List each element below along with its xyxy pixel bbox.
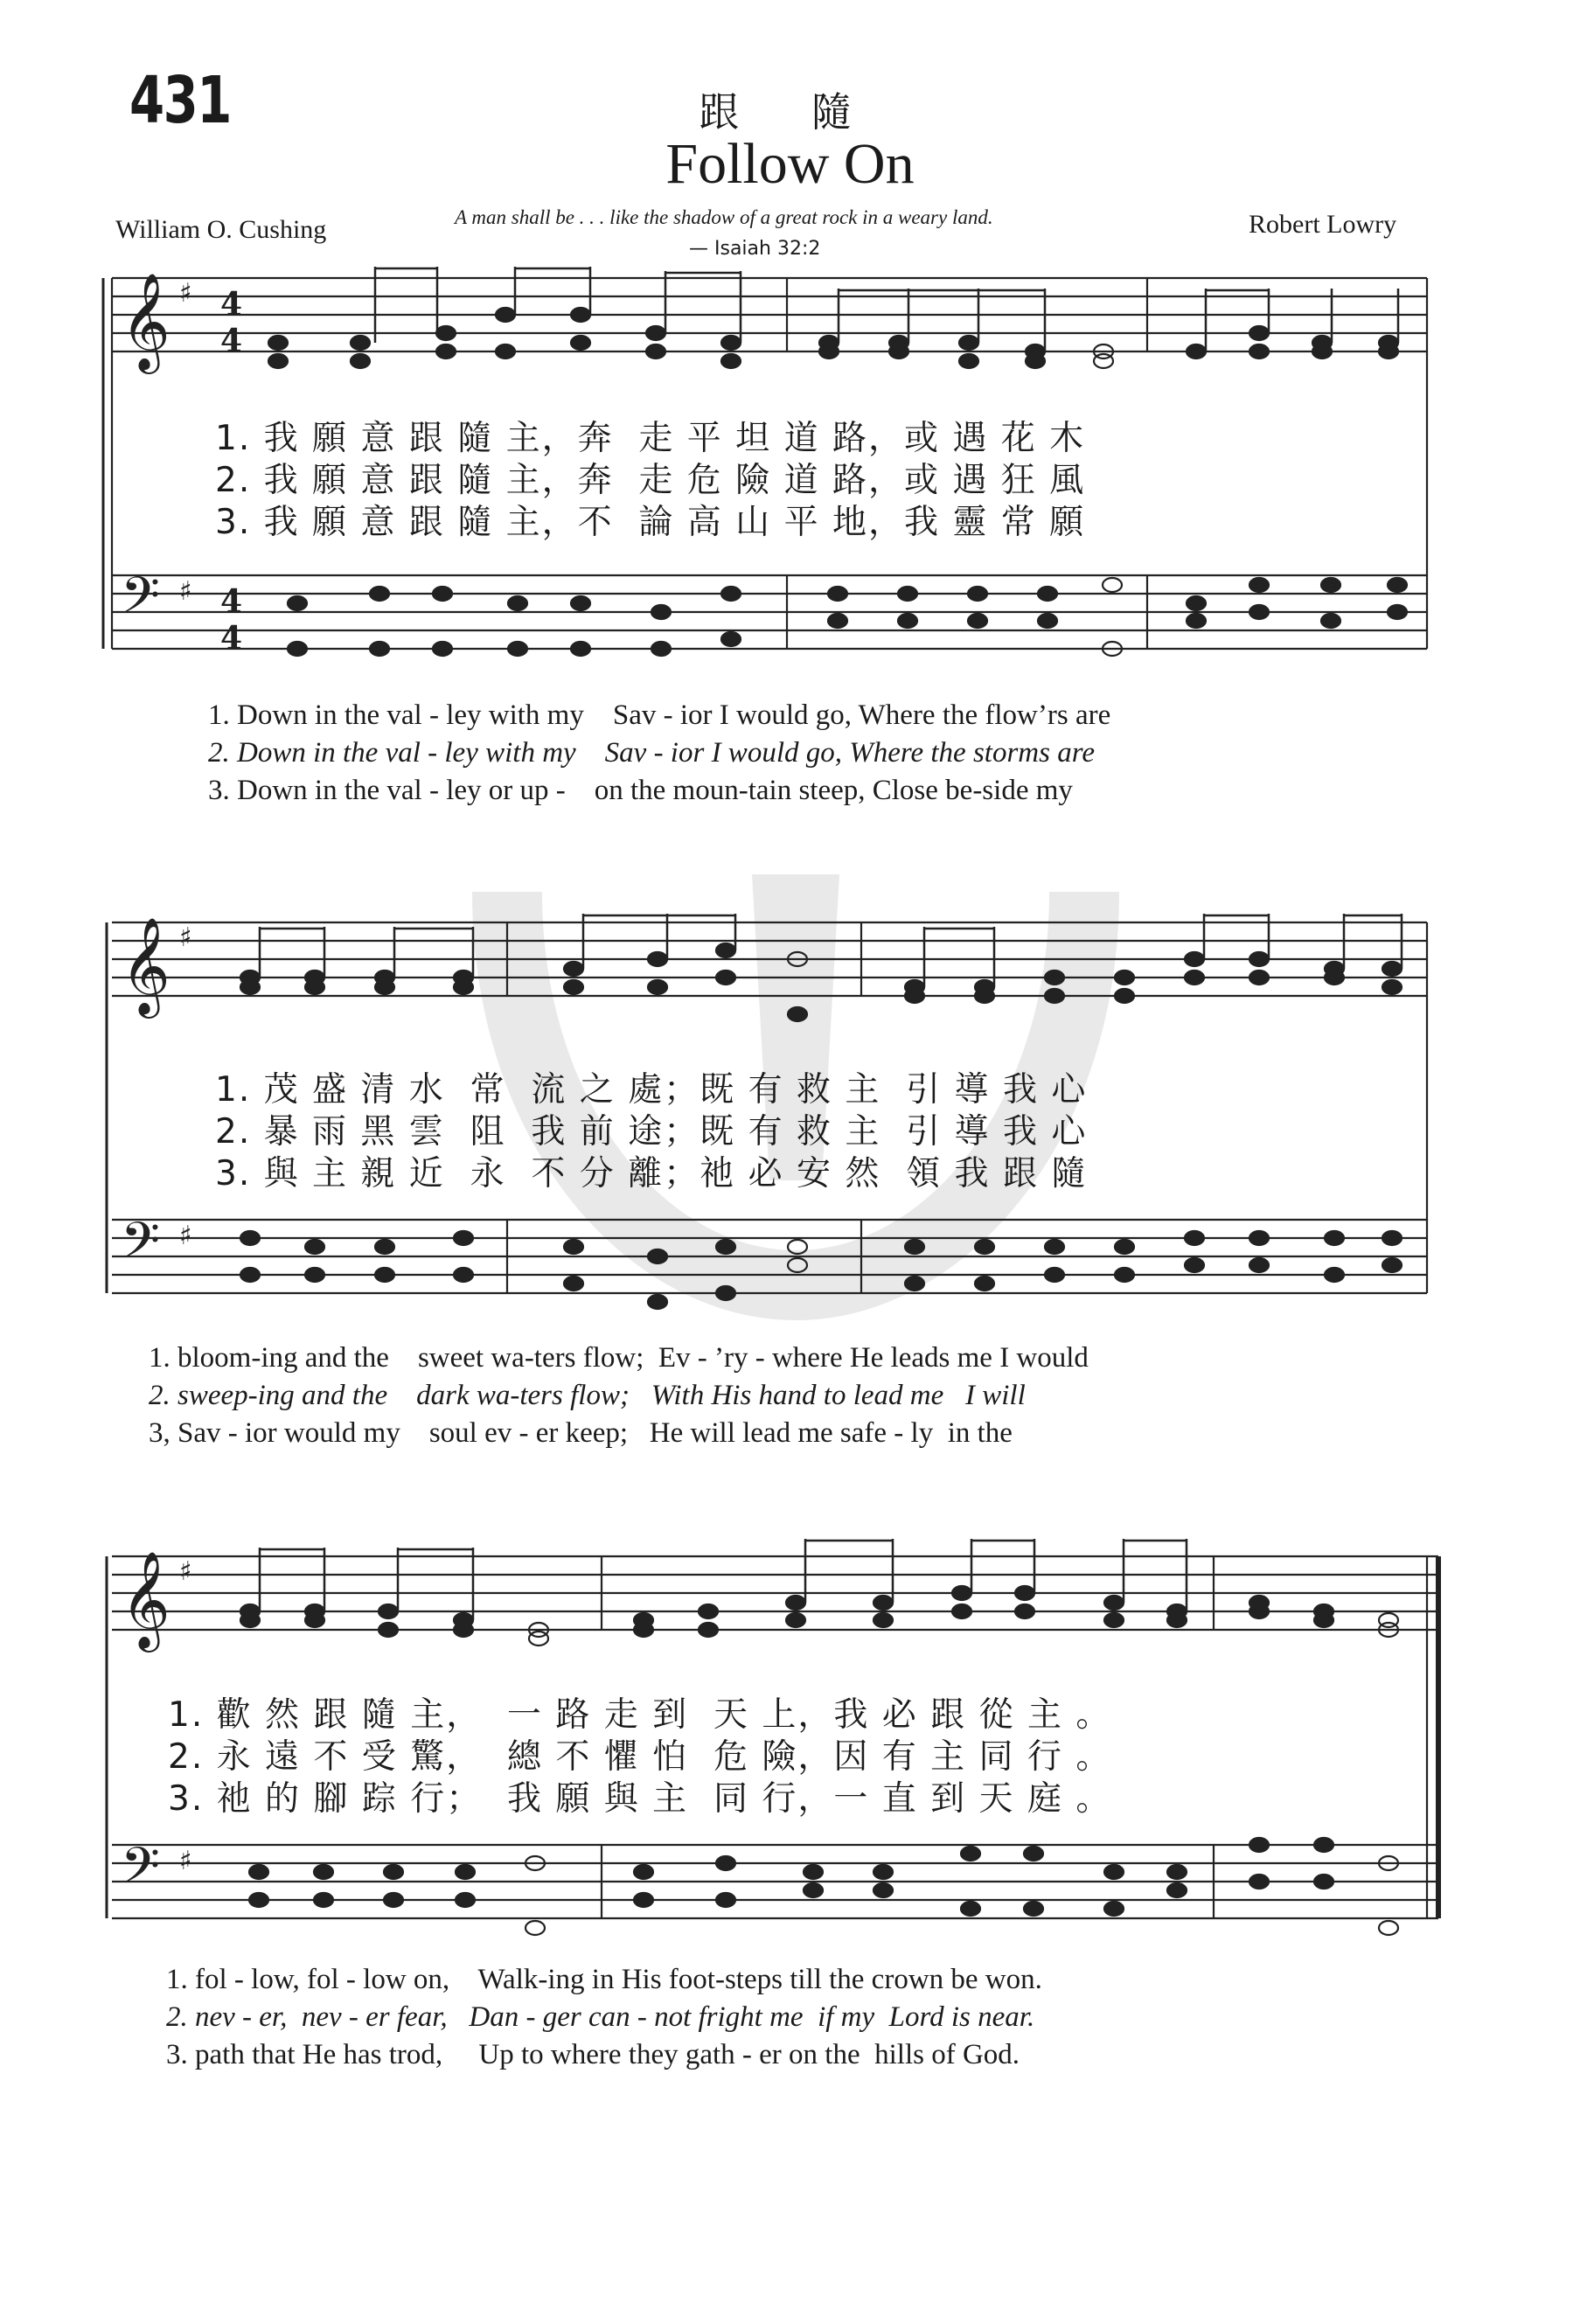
svg-text:𝄞: 𝄞: [121, 1550, 171, 1648]
svg-text:♯: ♯: [179, 576, 192, 607]
english-verse-1-line-1: 1. Down in the val - ley with my Sav - ior I would go, Where the flow’rs are: [208, 699, 1111, 731]
english-verse-3-line-2: 3, Sav - ior would my soul ev - er keep; He will lead me safe - ly in the: [149, 1417, 1013, 1449]
svg-text:♯: ♯: [179, 278, 192, 309]
chinese-verse-1-line-2: 1. 茂 盛 清 水 常 流 之 處；既 有 救 主 引 導 我 心: [215, 1070, 1088, 1110]
svg-text:4: 4: [220, 286, 243, 323]
chinese-verse-2-line-2: 2. 暴 雨 黑 雲 阻 我 前 途；既 有 救 主 引 導 我 心: [215, 1112, 1088, 1152]
svg-text:♯: ♯: [179, 1846, 192, 1876]
chinese-verse-2-line-3: 2. 永 遠 不 受 驚， 總 不 懼 怕 危 險，因 有 主 同 行 。: [168, 1737, 1112, 1777]
svg-text:4: 4: [220, 620, 243, 657]
svg-text:♯: ♯: [179, 1556, 192, 1587]
hymn-number: 431: [129, 63, 231, 138]
svg-text:4: 4: [220, 323, 243, 359]
chinese-verse-3-line-1: 3. 我 願 意 跟 隨 主，不 論 高 山 平 地，我 靈 常 願: [215, 503, 1086, 542]
english-verse-3-line-3: 3. path that He has trod, Up to where they gath - er on the hills of God.: [166, 2039, 1020, 2070]
svg-text:𝄞: 𝄞: [121, 916, 171, 1014]
chinese-verse-3-line-3: 3. 祂 的 腳 踪 行； 我 願 與 主 同 行，一 直 到 天 庭 。: [168, 1779, 1112, 1819]
composer-credit: Robert Lowry: [1249, 210, 1397, 239]
chinese-verse-1-line-3: 1. 歡 然 跟 隨 主， 一 路 走 到 天 上，我 必 跟 從 主 。: [168, 1695, 1112, 1735]
english-verse-1-line-2: 1. bloom-ing and the sweet wa-ters flow; Ev - ’ry - where He leads me I would: [149, 1342, 1089, 1374]
svg-text:♯: ♯: [179, 922, 192, 953]
svg-text:♯: ♯: [179, 1221, 192, 1251]
chinese-verse-2-line-1: 2. 我 願 意 跟 隨 主，奔 走 危 險 道 路，或 遇 狂 風: [215, 461, 1086, 500]
scripture-reference: — Isaiah 32:2: [689, 238, 821, 260]
svg-text:𝄢: 𝄢: [121, 1211, 161, 1283]
english-verse-2-line-3: 2. nev - er, nev - er fear, Dan - ger can - not fright me if my Lord is near.: [166, 2001, 1035, 2033]
bass-clef: 𝄢: [121, 566, 161, 637]
english-verse-2-line-1: 2. Down in the val - ley with my Sav - ior I would go, Where the storms are: [208, 737, 1095, 769]
chinese-verse-3-line-2: 3. 與 主 親 近 永 不 分 離；祂 必 安 然 領 我 跟 隨: [215, 1154, 1088, 1193]
english-verse-2-line-2: 2. sweep-ing and the dark wa-ters flow; With His hand to lead me I will: [149, 1380, 1026, 1411]
chinese-title: 跟 隨: [699, 88, 881, 136]
svg-text:4: 4: [220, 583, 243, 620]
english-title: Follow On: [665, 132, 915, 196]
svg-text:𝄢: 𝄢: [121, 1836, 161, 1908]
treble-clef: 𝄞: [121, 272, 171, 370]
english-verse-3-line-1: 3. Down in the val - ley or up - on the moun-tain steep, Close be-side my: [208, 775, 1073, 806]
scripture-epigraph: A man shall be . . . like the shadow of a great rock in a weary land.: [455, 206, 993, 228]
lyricist-credit: William O. Cushing: [115, 215, 327, 244]
english-verse-1-line-3: 1. fol - low, fol - low on, Walk-ing in His foot-steps till the crown be won.: [166, 1964, 1042, 1995]
chinese-verse-1-line-1: 1. 我 願 意 跟 隨 主，奔 走 平 坦 道 路，或 遇 花 木: [215, 419, 1086, 458]
